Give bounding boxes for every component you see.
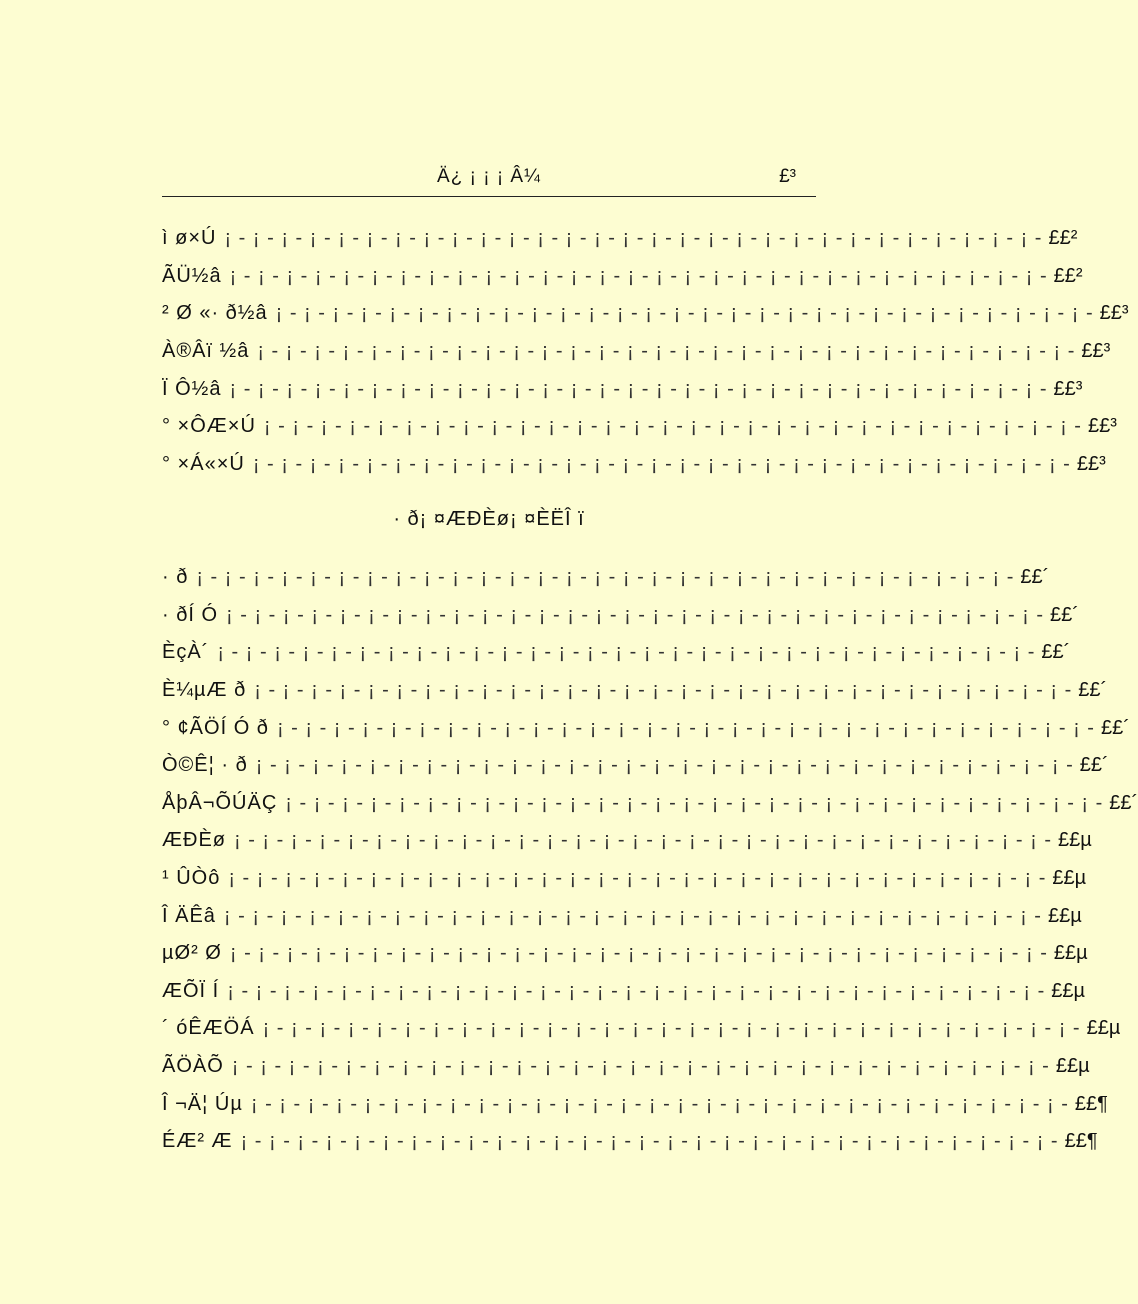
toc-entry-label: Ï Ô½â xyxy=(162,377,222,400)
toc-leader-dots: ¡ - ¡ - ¡ - ¡ - ¡ - ¡ - ¡ - ¡ - ¡ - ¡ - ¡ - ¡ - ¡ - ¡ - ¡ - ¡ - ¡ - ¡ - ¡ - ¡ - ¡ - ¡ - ¡ - ¡ - ¡ - ¡ - ¡ - ¡ - ¡ - xyxy=(240,1130,1059,1153)
toc-entry-label: ÈçÀ´ xyxy=(162,641,210,664)
toc-entry-page: ££µ xyxy=(1051,979,1086,1002)
toc-entry-page: ££³ xyxy=(1087,415,1117,438)
toc-entry-page: ££¶ xyxy=(1064,1130,1098,1153)
toc-entry[interactable] xyxy=(162,559,1050,597)
toc-entry-page: ££µ xyxy=(1052,867,1087,890)
toc-entry-page: ££´ xyxy=(1041,641,1071,664)
toc-entry-label: ¹ ÛÒô xyxy=(162,867,221,890)
toc-entry-label: ² Ø «· ð½â xyxy=(162,302,268,325)
toc-leader-dots: ¡ - ¡ - ¡ - ¡ - ¡ - ¡ - ¡ - ¡ - ¡ - ¡ - ¡ - ¡ - ¡ - ¡ - ¡ - ¡ - ¡ - ¡ - ¡ - ¡ - ¡ - ¡ - ¡ - ¡ - ¡ - ¡ - ¡ - ¡ - ¡ - xyxy=(252,452,1071,475)
toc-entry-page: ££µ xyxy=(1053,942,1088,965)
toc-leader-dots: ¡ - ¡ - ¡ - ¡ - ¡ - ¡ - ¡ - ¡ - ¡ - ¡ - ¡ - ¡ - ¡ - ¡ - ¡ - ¡ - ¡ - ¡ - ¡ - ¡ - ¡ - ¡ - ¡ - ¡ - ¡ - ¡ - ¡ - ¡ - ¡ - xyxy=(254,679,1073,702)
toc-entry-page: ££´ xyxy=(1020,566,1050,589)
toc-entry-label: · ð xyxy=(162,566,189,589)
toc-entry[interactable] xyxy=(162,370,1083,408)
toc-entry[interactable] xyxy=(162,1123,1098,1161)
toc-entry[interactable] xyxy=(162,860,1087,898)
toc-leader-dots: ¡ - ¡ - ¡ - ¡ - ¡ - ¡ - ¡ - ¡ - ¡ - ¡ - ¡ - ¡ - ¡ - ¡ - ¡ - ¡ - ¡ - ¡ - ¡ - ¡ - ¡ - ¡ - ¡ - ¡ - ¡ - ¡ - ¡ - ¡ - ¡ - xyxy=(285,791,1104,814)
toc-entry-page: ££µ xyxy=(1058,829,1092,852)
toc-entry-label: ° ×ÔÆ×Ú xyxy=(162,415,256,438)
toc-entry[interactable] xyxy=(162,672,1108,710)
toc-list-2 xyxy=(162,559,1138,1161)
toc-entry-label: ´ óÊÆÖÁ xyxy=(162,1017,255,1040)
toc-entry-page: ££´ xyxy=(1109,791,1138,814)
toc-entry-label: ÆÕÏ Í xyxy=(162,979,220,1002)
toc-leader-dots: ¡ - ¡ - ¡ - ¡ - ¡ - ¡ - ¡ - ¡ - ¡ - ¡ - ¡ - ¡ - ¡ - ¡ - ¡ - ¡ - ¡ - ¡ - ¡ - ¡ - ¡ - ¡ - ¡ - ¡ - ¡ - ¡ - ¡ - ¡ - ¡ - xyxy=(226,603,1045,626)
toc-entry-label: È¼µÆ ð xyxy=(162,679,247,702)
toc-entry-label: · ðÍ Ó xyxy=(162,603,219,626)
toc-entry-label: Î ÄÊâ xyxy=(162,904,216,927)
toc-entry[interactable] xyxy=(162,634,1071,672)
toc-entry-label: Î ¬Ä¦ Úµ xyxy=(162,1092,243,1115)
page-header xyxy=(162,166,816,197)
toc-entry-label: ÉÆ² Æ xyxy=(162,1130,233,1153)
toc-entry-label: ÃÜ½â xyxy=(162,264,222,287)
toc-entry-page: ££µ xyxy=(1047,904,1082,927)
toc-entry-label: À®Âï ½â xyxy=(162,340,250,363)
toc-entry[interactable] xyxy=(162,747,1109,785)
toc-entry[interactable] xyxy=(162,709,1130,747)
toc-entry[interactable] xyxy=(162,935,1088,973)
toc-leader-dots: ¡ - ¡ - ¡ - ¡ - ¡ - ¡ - ¡ - ¡ - ¡ - ¡ - ¡ - ¡ - ¡ - ¡ - ¡ - ¡ - ¡ - ¡ - ¡ - ¡ - ¡ - ¡ - ¡ - ¡ - ¡ - ¡ - ¡ - ¡ - ¡ - xyxy=(231,1055,1050,1078)
toc-entry[interactable] xyxy=(162,408,1117,446)
toc-entry[interactable] xyxy=(162,597,1079,635)
toc-entry[interactable] xyxy=(162,220,1078,258)
toc-entry-page: ££³ xyxy=(1099,302,1129,325)
toc-entry-page: ££´ xyxy=(1100,716,1130,739)
toc-entry-label: ÅþÂ¬ÕÚÄÇ xyxy=(162,791,278,814)
toc-leader-dots: ¡ - ¡ - ¡ - ¡ - ¡ - ¡ - ¡ - ¡ - ¡ - ¡ - ¡ - ¡ - ¡ - ¡ - ¡ - ¡ - ¡ - ¡ - ¡ - ¡ - ¡ - ¡ - ¡ - ¡ - ¡ - ¡ - ¡ - ¡ - ¡ - xyxy=(223,904,1042,927)
toc-entry-page: ££´ xyxy=(1050,603,1079,626)
toc-entry-page: ££³ xyxy=(1076,452,1106,475)
toc-entry[interactable] xyxy=(162,897,1082,935)
toc-leader-dots: ¡ - ¡ - ¡ - ¡ - ¡ - ¡ - ¡ - ¡ - ¡ - ¡ - ¡ - ¡ - ¡ - ¡ - ¡ - ¡ - ¡ - ¡ - ¡ - ¡ - ¡ - ¡ - ¡ - ¡ - ¡ - ¡ - ¡ - ¡ - ¡ - xyxy=(255,754,1074,777)
toc-entry-label: ÃÖÀÕ xyxy=(162,1055,224,1078)
toc-entry-label: ° ¢ÃÖÍ Ó ð xyxy=(162,716,269,739)
toc-entry-page: ££² xyxy=(1048,227,1078,250)
toc-entry[interactable] xyxy=(162,333,1111,371)
toc-entry[interactable] xyxy=(162,1048,1090,1086)
section-heading: · ð¡ ¤ÆÐÈø¡ ¤ÈËÎ ï xyxy=(393,508,585,530)
toc-leader-dots: ¡ - ¡ - ¡ - ¡ - ¡ - ¡ - ¡ - ¡ - ¡ - ¡ - ¡ - ¡ - ¡ - ¡ - ¡ - ¡ - ¡ - ¡ - ¡ - ¡ - ¡ - ¡ - ¡ - ¡ - ¡ - ¡ - ¡ - ¡ - ¡ - xyxy=(276,716,1095,739)
toc-leader-dots: ¡ - ¡ - ¡ - ¡ - ¡ - ¡ - ¡ - ¡ - ¡ - ¡ - ¡ - ¡ - ¡ - ¡ - ¡ - ¡ - ¡ - ¡ - ¡ - ¡ - ¡ - ¡ - ¡ - ¡ - ¡ - ¡ - ¡ - ¡ - ¡ - xyxy=(229,942,1048,965)
toc-entry-page: ££´ xyxy=(1079,754,1109,777)
toc-leader-dots: ¡ - ¡ - ¡ - ¡ - ¡ - ¡ - ¡ - ¡ - ¡ - ¡ - ¡ - ¡ - ¡ - ¡ - ¡ - ¡ - ¡ - ¡ - ¡ - ¡ - ¡ - ¡ - ¡ - ¡ - ¡ - ¡ - ¡ - ¡ - ¡ - xyxy=(229,264,1048,287)
toc-entry[interactable] xyxy=(162,258,1083,296)
toc-entry-page: ££² xyxy=(1053,264,1083,287)
toc-leader-dots: ¡ - ¡ - ¡ - ¡ - ¡ - ¡ - ¡ - ¡ - ¡ - ¡ - ¡ - ¡ - ¡ - ¡ - ¡ - ¡ - ¡ - ¡ - ¡ - ¡ - ¡ - ¡ - ¡ - ¡ - ¡ - ¡ - ¡ - ¡ - ¡ - xyxy=(229,377,1048,400)
toc-leader-dots: ¡ - ¡ - ¡ - ¡ - ¡ - ¡ - ¡ - ¡ - ¡ - ¡ - ¡ - ¡ - ¡ - ¡ - ¡ - ¡ - ¡ - ¡ - ¡ - ¡ - ¡ - ¡ - ¡ - ¡ - ¡ - ¡ - ¡ - ¡ - ¡ - xyxy=(196,566,1015,589)
toc-entry-label: Ò©Ê¦ · ð xyxy=(162,754,248,777)
toc-leader-dots: ¡ - ¡ - ¡ - ¡ - ¡ - ¡ - ¡ - ¡ - ¡ - ¡ - ¡ - ¡ - ¡ - ¡ - ¡ - ¡ - ¡ - ¡ - ¡ - ¡ - ¡ - ¡ - ¡ - ¡ - ¡ - ¡ - ¡ - ¡ - ¡ - xyxy=(250,1092,1069,1115)
toc-entry-page: ££µ xyxy=(1055,1055,1090,1078)
toc-entry-label: ÆÐÈø xyxy=(162,829,226,852)
toc-entry-page: ££³ xyxy=(1053,377,1083,400)
toc-entry-page: ££¶ xyxy=(1074,1092,1108,1115)
toc-entry[interactable] xyxy=(162,446,1106,484)
toc-entry-label: ° ×Á«×Ú xyxy=(162,452,245,475)
toc-entry[interactable] xyxy=(162,785,1138,823)
toc-leader-dots: ¡ - ¡ - ¡ - ¡ - ¡ - ¡ - ¡ - ¡ - ¡ - ¡ - ¡ - ¡ - ¡ - ¡ - ¡ - ¡ - ¡ - ¡ - ¡ - ¡ - ¡ - ¡ - ¡ - ¡ - ¡ - ¡ - ¡ - ¡ - ¡ - xyxy=(228,867,1047,890)
toc-leader-dots: ¡ - ¡ - ¡ - ¡ - ¡ - ¡ - ¡ - ¡ - ¡ - ¡ - ¡ - ¡ - ¡ - ¡ - ¡ - ¡ - ¡ - ¡ - ¡ - ¡ - ¡ - ¡ - ¡ - ¡ - ¡ - ¡ - ¡ - ¡ - ¡ - xyxy=(275,302,1094,325)
toc-entry[interactable] xyxy=(162,822,1092,860)
toc-leader-dots: ¡ - ¡ - ¡ - ¡ - ¡ - ¡ - ¡ - ¡ - ¡ - ¡ - ¡ - ¡ - ¡ - ¡ - ¡ - ¡ - ¡ - ¡ - ¡ - ¡ - ¡ - ¡ - ¡ - ¡ - ¡ - ¡ - ¡ - ¡ - ¡ - xyxy=(262,1017,1081,1040)
header-title: Ä¿ ¡ ¡ ¡ Â¼ xyxy=(437,166,541,187)
toc-entry[interactable] xyxy=(162,973,1086,1011)
toc-list-1 xyxy=(162,220,1129,483)
toc-entry[interactable] xyxy=(162,1010,1121,1048)
toc-entry-page: ££³ xyxy=(1081,340,1111,363)
toc-entry[interactable] xyxy=(162,295,1129,333)
toc-leader-dots: ¡ - ¡ - ¡ - ¡ - ¡ - ¡ - ¡ - ¡ - ¡ - ¡ - ¡ - ¡ - ¡ - ¡ - ¡ - ¡ - ¡ - ¡ - ¡ - ¡ - ¡ - ¡ - ¡ - ¡ - ¡ - ¡ - ¡ - ¡ - ¡ - xyxy=(257,340,1076,363)
toc-entry-page: ££µ xyxy=(1086,1017,1121,1040)
toc-entry-label: ì ø×Ú xyxy=(162,227,217,250)
header-page-number: £³ xyxy=(779,166,796,187)
toc-leader-dots: ¡ - ¡ - ¡ - ¡ - ¡ - ¡ - ¡ - ¡ - ¡ - ¡ - ¡ - ¡ - ¡ - ¡ - ¡ - ¡ - ¡ - ¡ - ¡ - ¡ - ¡ - ¡ - ¡ - ¡ - ¡ - ¡ - ¡ - ¡ - ¡ - xyxy=(217,641,1036,664)
toc-leader-dots: ¡ - ¡ - ¡ - ¡ - ¡ - ¡ - ¡ - ¡ - ¡ - ¡ - ¡ - ¡ - ¡ - ¡ - ¡ - ¡ - ¡ - ¡ - ¡ - ¡ - ¡ - ¡ - ¡ - ¡ - ¡ - ¡ - ¡ - ¡ - ¡ - xyxy=(227,979,1046,1002)
toc-entry[interactable] xyxy=(162,1085,1108,1123)
toc-entry-page: ££´ xyxy=(1078,679,1108,702)
toc-leader-dots: ¡ - ¡ - ¡ - ¡ - ¡ - ¡ - ¡ - ¡ - ¡ - ¡ - ¡ - ¡ - ¡ - ¡ - ¡ - ¡ - ¡ - ¡ - ¡ - ¡ - ¡ - ¡ - ¡ - ¡ - ¡ - ¡ - ¡ - ¡ - ¡ - xyxy=(234,829,1053,852)
toc-entry-label: µØ² Ø xyxy=(162,942,222,965)
toc-leader-dots: ¡ - ¡ - ¡ - ¡ - ¡ - ¡ - ¡ - ¡ - ¡ - ¡ - ¡ - ¡ - ¡ - ¡ - ¡ - ¡ - ¡ - ¡ - ¡ - ¡ - ¡ - ¡ - ¡ - ¡ - ¡ - ¡ - ¡ - ¡ - ¡ - xyxy=(263,415,1082,438)
toc-leader-dots: ¡ - ¡ - ¡ - ¡ - ¡ - ¡ - ¡ - ¡ - ¡ - ¡ - ¡ - ¡ - ¡ - ¡ - ¡ - ¡ - ¡ - ¡ - ¡ - ¡ - ¡ - ¡ - ¡ - ¡ - ¡ - ¡ - ¡ - ¡ - ¡ - xyxy=(224,227,1043,250)
